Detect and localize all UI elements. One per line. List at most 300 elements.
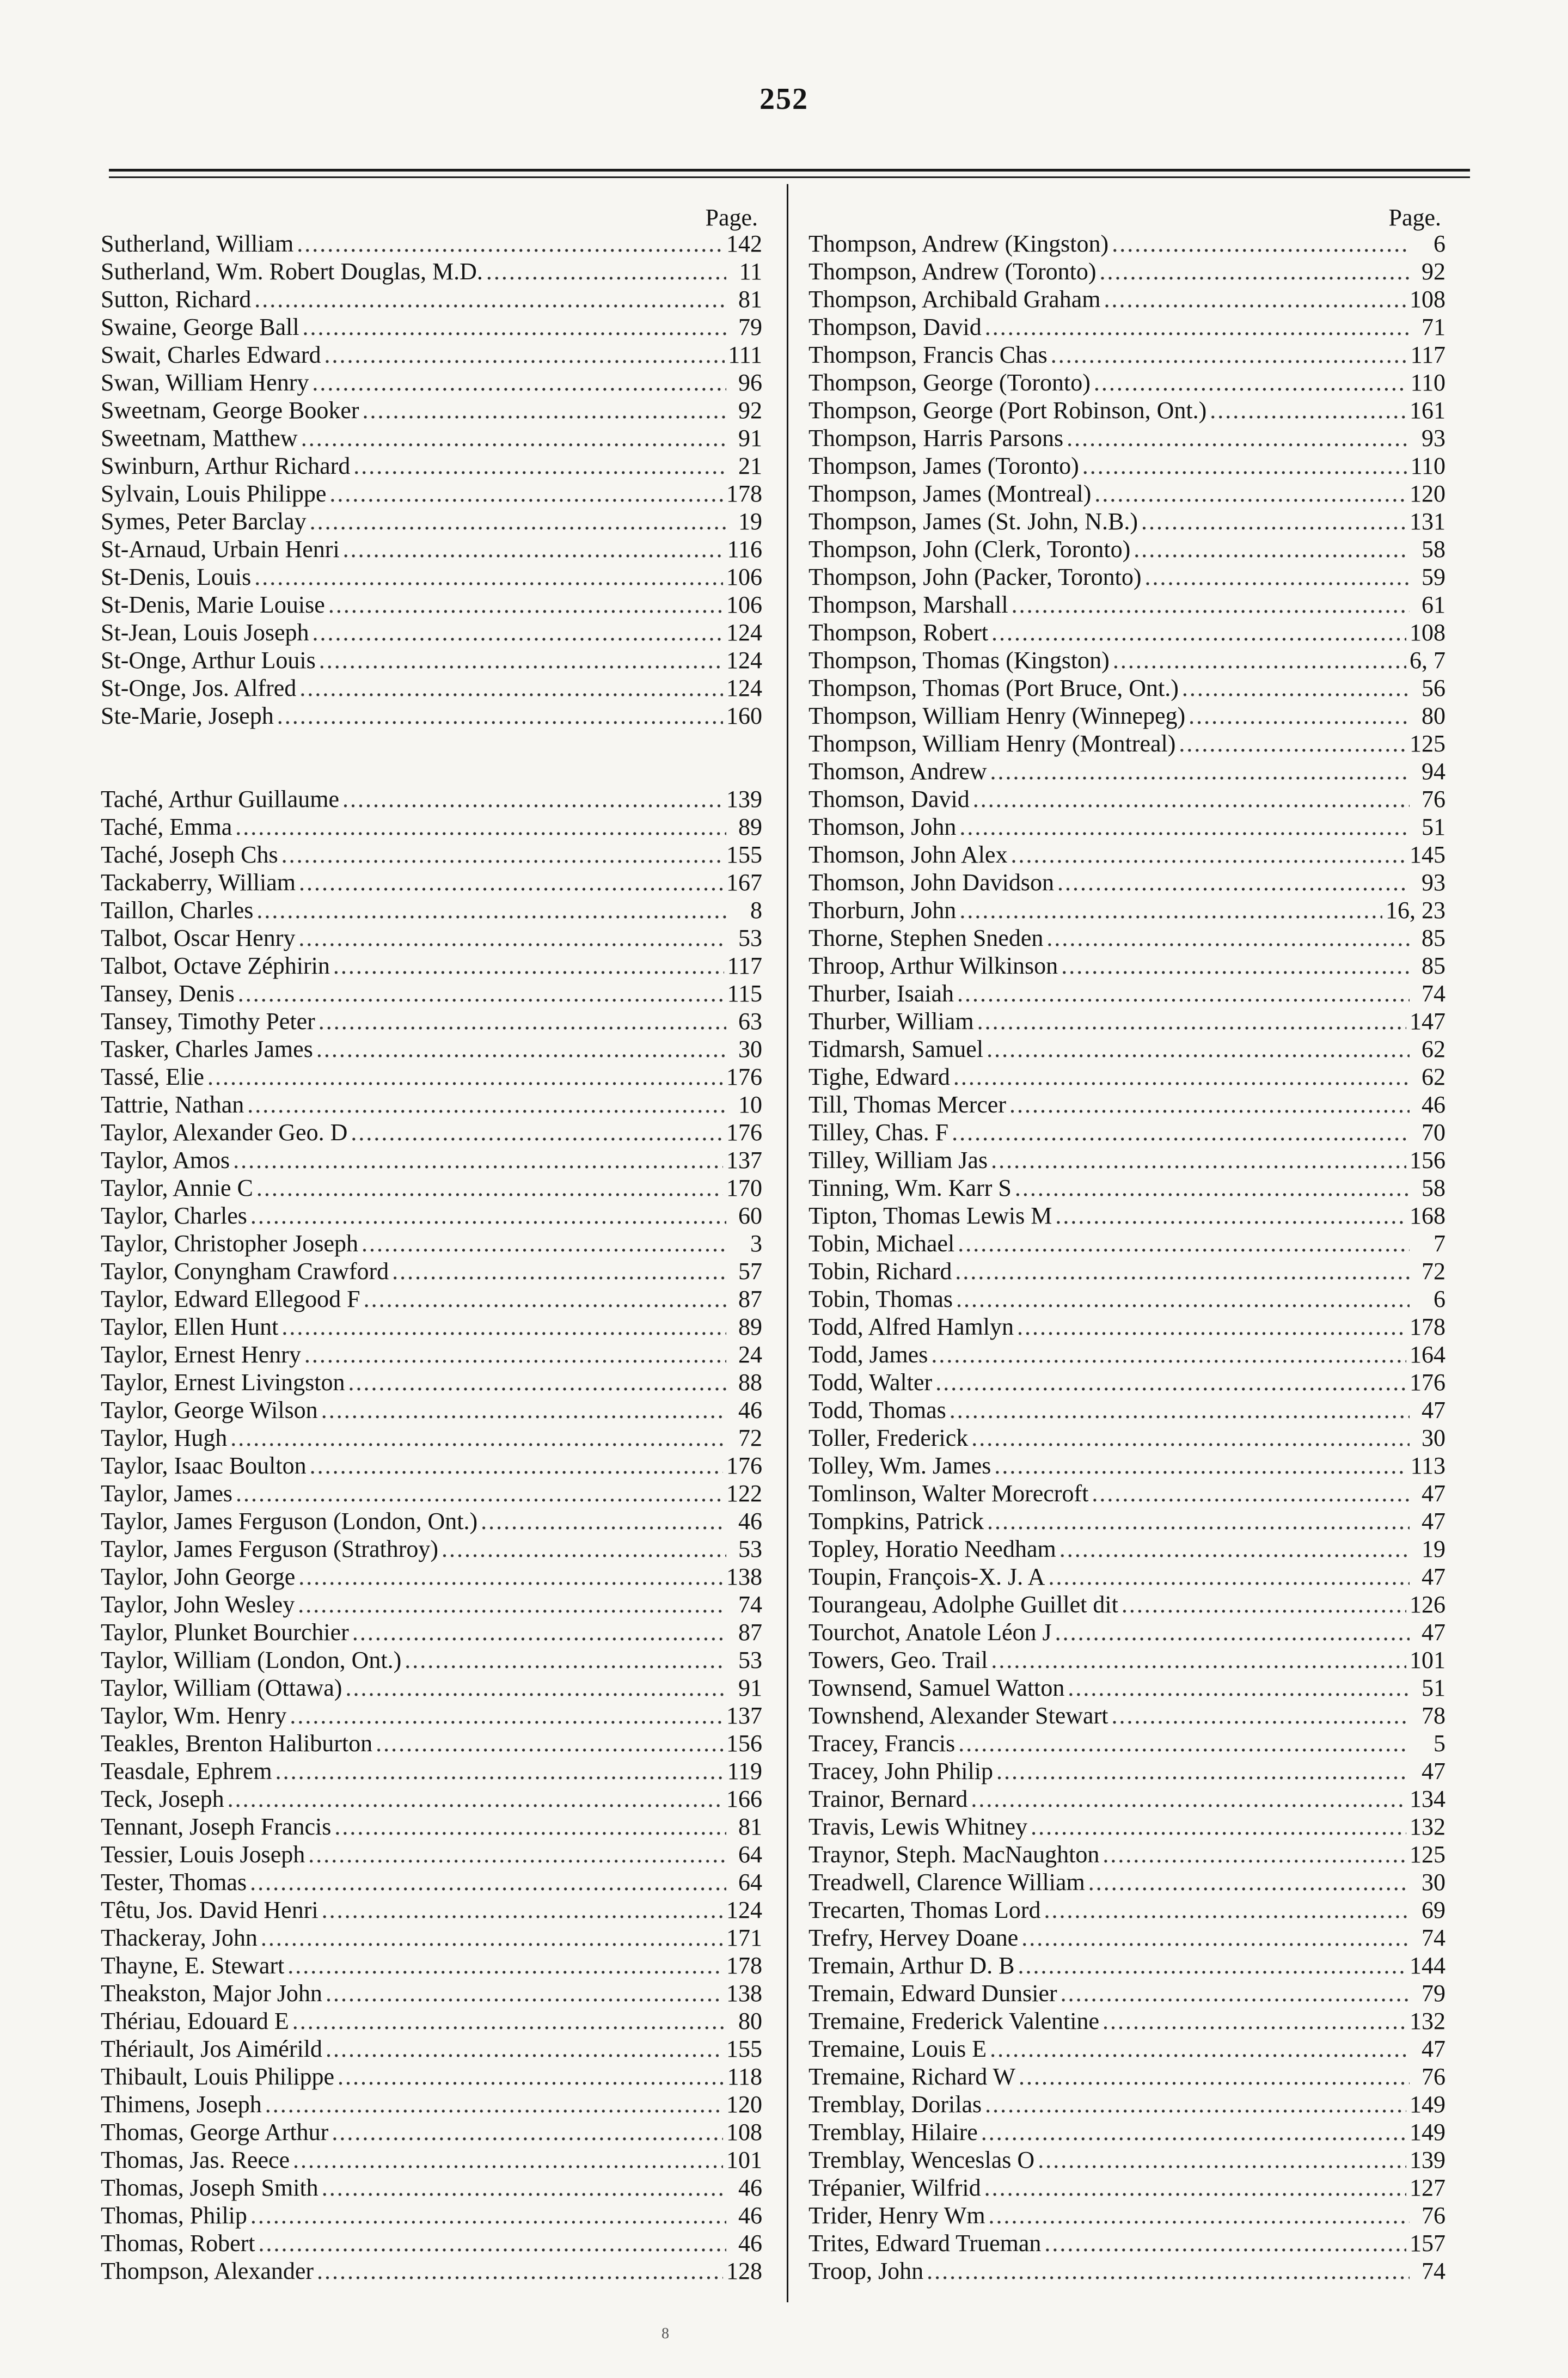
entry-page: 89: [738, 814, 762, 840]
entry-page: 53: [738, 1536, 762, 1562]
entry-page: 47: [1422, 1758, 1445, 1784]
entry-name: Taillon, Charles: [101, 897, 254, 924]
entry-page: 46: [738, 2230, 762, 2257]
index-entry: [808, 1007, 1445, 1035]
index-entry: [808, 396, 1445, 424]
dot-leader: [1112, 230, 1410, 258]
index-entry: [808, 2229, 1445, 2257]
dot-leader: [1055, 1202, 1406, 1230]
index-entry: [808, 1285, 1445, 1313]
entry-page: 132: [1410, 1813, 1445, 1840]
index-entry: [808, 369, 1445, 396]
dot-leader: [250, 1202, 726, 1230]
index-entry: [808, 1480, 1445, 1507]
dot-leader: [486, 258, 726, 285]
dot-leader: [405, 1646, 726, 1674]
entry-page: 89: [738, 1313, 762, 1340]
entry-name: Thayne, E. Stewart: [101, 1952, 285, 1979]
entry-page: 85: [1422, 925, 1445, 951]
entry-page: 132: [1410, 2008, 1445, 2034]
dot-leader: [328, 591, 723, 619]
index-entry: [101, 1396, 762, 1424]
dot-leader: [235, 813, 726, 841]
dot-leader: [319, 646, 723, 674]
entry-page: 47: [1422, 1508, 1445, 1535]
index-entry: [101, 480, 762, 508]
dot-leader: [959, 896, 1382, 924]
dot-leader: [442, 1535, 726, 1563]
entry-name: Troop, John: [808, 2258, 924, 2284]
dot-leader: [1061, 952, 1410, 980]
index-entry: [808, 1313, 1445, 1341]
index-entry: [808, 702, 1445, 730]
entry-name: Tighe, Edward: [808, 1063, 950, 1090]
dot-leader: [299, 674, 723, 702]
entry-name: Sutherland, William: [101, 230, 294, 257]
entry-name: Thompson, James (Toronto): [808, 453, 1079, 479]
index-entry: [101, 591, 762, 619]
dot-leader: [994, 1452, 1407, 1480]
entry-page: 76: [1422, 2202, 1445, 2229]
dot-leader: [207, 1063, 723, 1091]
index-entry: [101, 1368, 762, 1396]
entry-page: 96: [738, 369, 762, 396]
index-entry: [808, 2007, 1445, 2035]
index-entry: [808, 1618, 1445, 1646]
index-entry: [808, 1118, 1445, 1146]
entry-name: Taché, Emma: [101, 814, 232, 840]
entry-name: Taylor, Ellen Hunt: [101, 1313, 279, 1340]
page-column-header: Page.: [705, 204, 758, 231]
index-entry: [101, 1118, 762, 1146]
dot-leader: [308, 1841, 726, 1868]
dot-leader: [955, 1257, 1410, 1285]
entry-page: 62: [1422, 1063, 1445, 1090]
entry-name: Traynor, Steph. MacNaughton: [808, 1841, 1100, 1868]
entry-page: 168: [1410, 1202, 1445, 1229]
dot-leader: [1088, 1868, 1410, 1896]
index-entry: [808, 869, 1445, 896]
entry-name: Taylor, Ernest Henry: [101, 1341, 301, 1368]
entry-page: 79: [1422, 1980, 1445, 2007]
entry-name: Thompson, Alexander: [101, 2258, 314, 2284]
index-entry: [808, 2090, 1445, 2118]
index-entry: [101, 1591, 762, 1618]
index-entry: [101, 2174, 762, 2202]
dot-leader: [927, 2257, 1410, 2285]
entry-page: 51: [1422, 814, 1445, 840]
entry-page: 81: [738, 1813, 762, 1840]
entry-name: Townshend, Alexander Stewart: [808, 1702, 1108, 1729]
entry-name: Thompson, David: [808, 314, 982, 340]
index-entry: [808, 230, 1445, 258]
entry-name: Thomson, Andrew: [808, 758, 987, 785]
entry-page: 120: [1410, 480, 1445, 507]
dot-leader: [298, 924, 726, 952]
dot-leader: [298, 1563, 723, 1591]
dot-leader: [256, 896, 726, 924]
entry-page: 16, 23: [1386, 897, 1445, 924]
entry-name: Taylor, John George: [101, 1563, 296, 1590]
entry-name: Sweetnam, George Booker: [101, 397, 359, 424]
index-entry: [101, 1285, 762, 1313]
header-rule-thin: [109, 176, 1470, 178]
entry-page: 46: [738, 2202, 762, 2229]
entry-page: 76: [1422, 786, 1445, 812]
index-entry: [808, 285, 1445, 313]
entry-name: Thorburn, John: [808, 897, 957, 924]
entry-page: 91: [738, 425, 762, 451]
entry-page: 10: [738, 1091, 762, 1118]
entry-page: 106: [726, 564, 762, 590]
index-entry: [101, 1646, 762, 1674]
entry-name: Sylvain, Louis Philippe: [101, 480, 327, 507]
index-entry: [101, 869, 762, 896]
dot-leader: [990, 2035, 1410, 2063]
dot-leader: [290, 1702, 723, 1729]
entry-page: 46: [738, 2174, 762, 2201]
entry-name: Thériault, Jos Aimérild: [101, 2035, 322, 2062]
index-entry: [808, 1785, 1445, 1813]
entry-name: Tassé, Elie: [101, 1063, 204, 1090]
entry-name: Thibault, Louis Philippe: [101, 2063, 334, 2090]
entry-page: 116: [727, 536, 762, 563]
entry-name: Tolley, Wm. James: [808, 1452, 991, 1479]
index-entry: [101, 1480, 762, 1507]
entry-name: Todd, Walter: [808, 1369, 933, 1396]
dot-leader: [1104, 285, 1406, 313]
entry-name: Taylor, Edward Ellegood F: [101, 1286, 360, 1312]
index-entry: [101, 1924, 762, 1952]
dot-leader: [317, 2257, 723, 2285]
index-entry: [101, 313, 762, 341]
entry-name: Trefry, Hervey Doane: [808, 1924, 1019, 1951]
entry-page: 19: [738, 508, 762, 535]
index-entry: [808, 1257, 1445, 1285]
entry-name: Ste-Marie, Joseph: [101, 702, 274, 729]
index-entry: [808, 1702, 1445, 1729]
entry-name: Tremblay, Hilaire: [808, 2119, 978, 2145]
page-column-header: Page.: [1388, 204, 1441, 231]
entry-page: 64: [738, 1841, 762, 1868]
entry-name: Taylor, Hugh: [101, 1425, 228, 1451]
entry-page: 78: [1422, 1702, 1445, 1729]
entry-name: Thompson, George (Toronto): [808, 369, 1091, 396]
entry-page: 120: [726, 2091, 762, 2118]
entry-page: 171: [726, 1924, 762, 1951]
entry-page: 76: [1422, 2063, 1445, 2090]
dot-leader: [950, 1396, 1410, 1424]
entry-page: 164: [1410, 1341, 1445, 1368]
index-entry: [808, 952, 1445, 980]
entry-name: St-Denis, Louis: [101, 564, 252, 590]
entry-name: Sweetnam, Matthew: [101, 425, 298, 451]
entry-page: 91: [738, 1674, 762, 1701]
entry-name: Thomas, Philip: [101, 2202, 247, 2229]
index-entry: [808, 2257, 1445, 2285]
index-entry: [808, 1757, 1445, 1785]
entry-name: Thompson, John (Clerk, Toronto): [808, 536, 1131, 563]
dot-leader: [353, 452, 726, 480]
index-entry: [808, 1424, 1445, 1452]
index-entry: [101, 230, 762, 258]
dot-leader: [326, 1979, 723, 2007]
dot-leader: [958, 1729, 1410, 1757]
dot-leader: [303, 313, 726, 341]
index-entry: [101, 508, 762, 535]
entry-name: Taylor, James: [101, 1480, 232, 1507]
dot-leader: [991, 1146, 1406, 1174]
index-entry: [808, 1813, 1445, 1841]
dot-leader: [322, 1896, 723, 1924]
index-entry: [808, 757, 1445, 785]
entry-page: 139: [1410, 2147, 1445, 2173]
entry-name: Tracey, John Philip: [808, 1758, 993, 1784]
index-entry: [808, 508, 1445, 535]
dot-leader: [228, 1785, 723, 1813]
entry-page: 176: [726, 1452, 762, 1479]
index-entry: [101, 1091, 762, 1118]
dot-leader: [977, 1007, 1406, 1035]
entry-name: Thompson, John (Packer, Toronto): [808, 564, 1142, 590]
entry-page: 74: [1422, 1924, 1445, 1951]
index-entry: [101, 702, 762, 730]
dot-leader: [1044, 1896, 1410, 1924]
index-entry: [808, 2174, 1445, 2202]
index-entry: [808, 1979, 1445, 2007]
entry-name: St-Arnaud, Urbain Henri: [101, 536, 340, 563]
dot-leader: [1051, 341, 1407, 369]
entry-name: St-Onge, Arthur Louis: [101, 647, 316, 674]
entry-page: 46: [1422, 1091, 1445, 1118]
index-entry: [101, 1868, 762, 1896]
entry-page: 69: [1422, 1897, 1445, 1923]
entry-page: 81: [738, 286, 762, 313]
dot-leader: [318, 1007, 726, 1035]
dot-leader: [1059, 1535, 1410, 1563]
entry-name: Tinning, Wm. Karr S: [808, 1175, 1012, 1201]
entry-page: 74: [1422, 2258, 1445, 2284]
index-entry: [101, 2229, 762, 2257]
entry-page: 157: [1410, 2230, 1445, 2257]
dot-leader: [304, 1341, 726, 1368]
entry-page: 79: [738, 314, 762, 340]
entry-name: Tipton, Thomas Lewis M: [808, 1202, 1052, 1229]
entry-name: Toupin, François-X. J. A: [808, 1563, 1045, 1590]
dot-leader: [996, 1757, 1410, 1785]
entry-name: Tremblay, Wenceslas O: [808, 2147, 1035, 2173]
entry-name: Thurber, Isaiah: [808, 980, 954, 1007]
dot-leader: [326, 2035, 723, 2063]
index-entry: [808, 2035, 1445, 2063]
entry-name: Tilley, William Jas: [808, 1147, 988, 1173]
entry-page: 124: [726, 675, 762, 701]
index-entry: [101, 1341, 762, 1368]
entry-page: 138: [726, 1563, 762, 1590]
entry-page: 115: [727, 980, 762, 1007]
entry-page: 124: [726, 647, 762, 674]
index-entry: [101, 1757, 762, 1785]
entry-page: 160: [726, 702, 762, 729]
index-entry: [808, 591, 1445, 619]
index-entry: [808, 1674, 1445, 1702]
entry-name: Thompson, Andrew (Kingston): [808, 230, 1109, 257]
index-entry: [101, 952, 762, 980]
index-entry: [101, 1230, 762, 1257]
entry-page: 101: [1410, 1647, 1445, 1673]
index-entry: [101, 896, 762, 924]
index-entry: [101, 2146, 762, 2174]
index-entry: [101, 1702, 762, 1729]
dot-leader: [1061, 1979, 1410, 2007]
entry-name: Tracey, Francis: [808, 1730, 955, 1757]
dot-leader: [1082, 452, 1407, 480]
dot-leader: [362, 1230, 726, 1257]
entry-page: 176: [726, 1119, 762, 1146]
index-entry: [101, 1257, 762, 1285]
dot-leader: [287, 1952, 723, 1979]
dot-leader: [931, 1341, 1406, 1368]
entry-page: 70: [1422, 1119, 1445, 1146]
index-entry: [808, 1868, 1445, 1896]
entry-name: Tompkins, Patrick: [808, 1508, 984, 1535]
entry-name: Thompson, Thomas (Kingston): [808, 647, 1110, 674]
entry-name: Thomson, John: [808, 814, 957, 840]
index-entry: [808, 1146, 1445, 1174]
dot-leader: [277, 702, 723, 730]
entry-name: Talbot, Oscar Henry: [101, 925, 296, 951]
entry-page: 108: [1410, 619, 1445, 646]
entry-name: Tansey, Timothy Peter: [101, 1008, 315, 1035]
dot-leader: [958, 1230, 1410, 1257]
entry-name: Thomas, Joseph Smith: [101, 2174, 318, 2201]
entry-page: 125: [1410, 1841, 1445, 1868]
dot-leader: [343, 535, 724, 563]
entry-page: 63: [738, 1008, 762, 1035]
entry-page: 167: [726, 869, 762, 896]
entry-name: Taylor, Annie C: [101, 1175, 253, 1201]
index-entry: [808, 1924, 1445, 1952]
entry-page: 6: [1434, 230, 1445, 257]
dot-leader: [238, 980, 724, 1007]
index-entry: [101, 1452, 762, 1480]
dot-leader: [1009, 1091, 1410, 1118]
entry-page: 61: [1422, 591, 1445, 618]
index-entry: [101, 1535, 762, 1563]
entry-name: Towers, Geo. Trail: [808, 1647, 988, 1673]
entry-name: Thomson, John Davidson: [808, 869, 1054, 896]
index-entry: [808, 1396, 1445, 1424]
index-entry: [808, 2202, 1445, 2229]
entry-page: 64: [738, 1869, 762, 1896]
entry-page: 24: [738, 1341, 762, 1368]
header-rule: [109, 169, 1470, 172]
entry-page: 92: [1422, 258, 1445, 285]
dot-leader: [973, 785, 1410, 813]
entry-page: 137: [726, 1147, 762, 1173]
index-entry: [808, 785, 1445, 813]
entry-name: Taylor, Isaac Boulton: [101, 1452, 307, 1479]
index-entry: [808, 258, 1445, 285]
dot-leader: [1057, 869, 1410, 896]
entry-name: Taylor, William (Ottawa): [101, 1674, 342, 1701]
entry-page: 170: [726, 1175, 762, 1201]
dot-leader: [1179, 730, 1406, 757]
entry-name: Symes, Peter Barclay: [101, 508, 307, 535]
entry-page: 47: [1422, 1397, 1445, 1423]
index-entry: [808, 1535, 1445, 1563]
dot-leader: [299, 869, 723, 896]
index-entry: [101, 1841, 762, 1868]
dot-leader: [293, 2146, 723, 2174]
entry-name: Thompson, James (St. John, N.B.): [808, 508, 1138, 535]
index-entry: [101, 1174, 762, 1202]
entry-name: Tremaine, Frederick Valentine: [808, 2008, 1099, 2034]
entry-page: 60: [738, 1202, 762, 1229]
index-entry: [101, 785, 762, 813]
entry-page: 88: [738, 1369, 762, 1396]
entry-name: Tansey, Denis: [101, 980, 235, 1007]
entry-page: 111: [728, 341, 762, 368]
dot-leader: [1100, 258, 1410, 285]
dot-leader: [351, 1118, 723, 1146]
index-entry: [101, 813, 762, 841]
entry-page: 6: [1434, 1286, 1445, 1312]
index-entry: [808, 646, 1445, 674]
entry-name: Teck, Joseph: [101, 1786, 224, 1812]
dot-leader: [1055, 1618, 1410, 1646]
index-entry: [808, 424, 1445, 452]
dot-leader: [236, 1480, 723, 1507]
dot-leader: [281, 841, 723, 869]
dot-leader: [1122, 1591, 1406, 1618]
dot-leader: [275, 1757, 724, 1785]
index-entry: [101, 619, 762, 646]
dot-leader: [1189, 702, 1410, 730]
dot-leader: [1182, 674, 1410, 702]
entry-name: Tremaine, Richard W: [808, 2063, 1016, 2090]
index-entry: [808, 674, 1445, 702]
entry-page: 139: [726, 786, 762, 812]
entry-name: Thomas, George Arthur: [101, 2119, 329, 2145]
dot-leader: [313, 619, 723, 646]
dot-leader: [990, 757, 1410, 785]
entry-page: 94: [1422, 758, 1445, 785]
dot-leader: [991, 619, 1406, 646]
index-entry: [101, 2257, 762, 2285]
dot-leader: [301, 424, 726, 452]
entry-name: Têtu, Jos. David Henri: [101, 1897, 318, 1923]
dot-leader: [250, 2202, 726, 2229]
index-entry: [808, 2146, 1445, 2174]
dot-leader: [1017, 1313, 1406, 1341]
entry-name: Swinburn, Arthur Richard: [101, 453, 351, 479]
index-entry: [101, 285, 762, 313]
index-entry: [101, 1785, 762, 1813]
entry-name: Sutton, Richard: [101, 286, 252, 313]
dot-leader: [1019, 2063, 1410, 2090]
entry-page: 166: [726, 1786, 762, 1812]
index-entry: [101, 424, 762, 452]
dot-leader: [981, 2118, 1406, 2146]
entry-name: Thompson, Francis Chas: [808, 341, 1048, 368]
entry-name: Todd, Thomas: [808, 1397, 946, 1423]
dot-leader: [322, 2174, 726, 2202]
entry-name: Toller, Frederick: [808, 1425, 969, 1451]
dot-leader: [233, 1146, 723, 1174]
entry-name: Swait, Charles Edward: [101, 341, 321, 368]
entry-name: Tattrie, Nathan: [101, 1091, 244, 1118]
